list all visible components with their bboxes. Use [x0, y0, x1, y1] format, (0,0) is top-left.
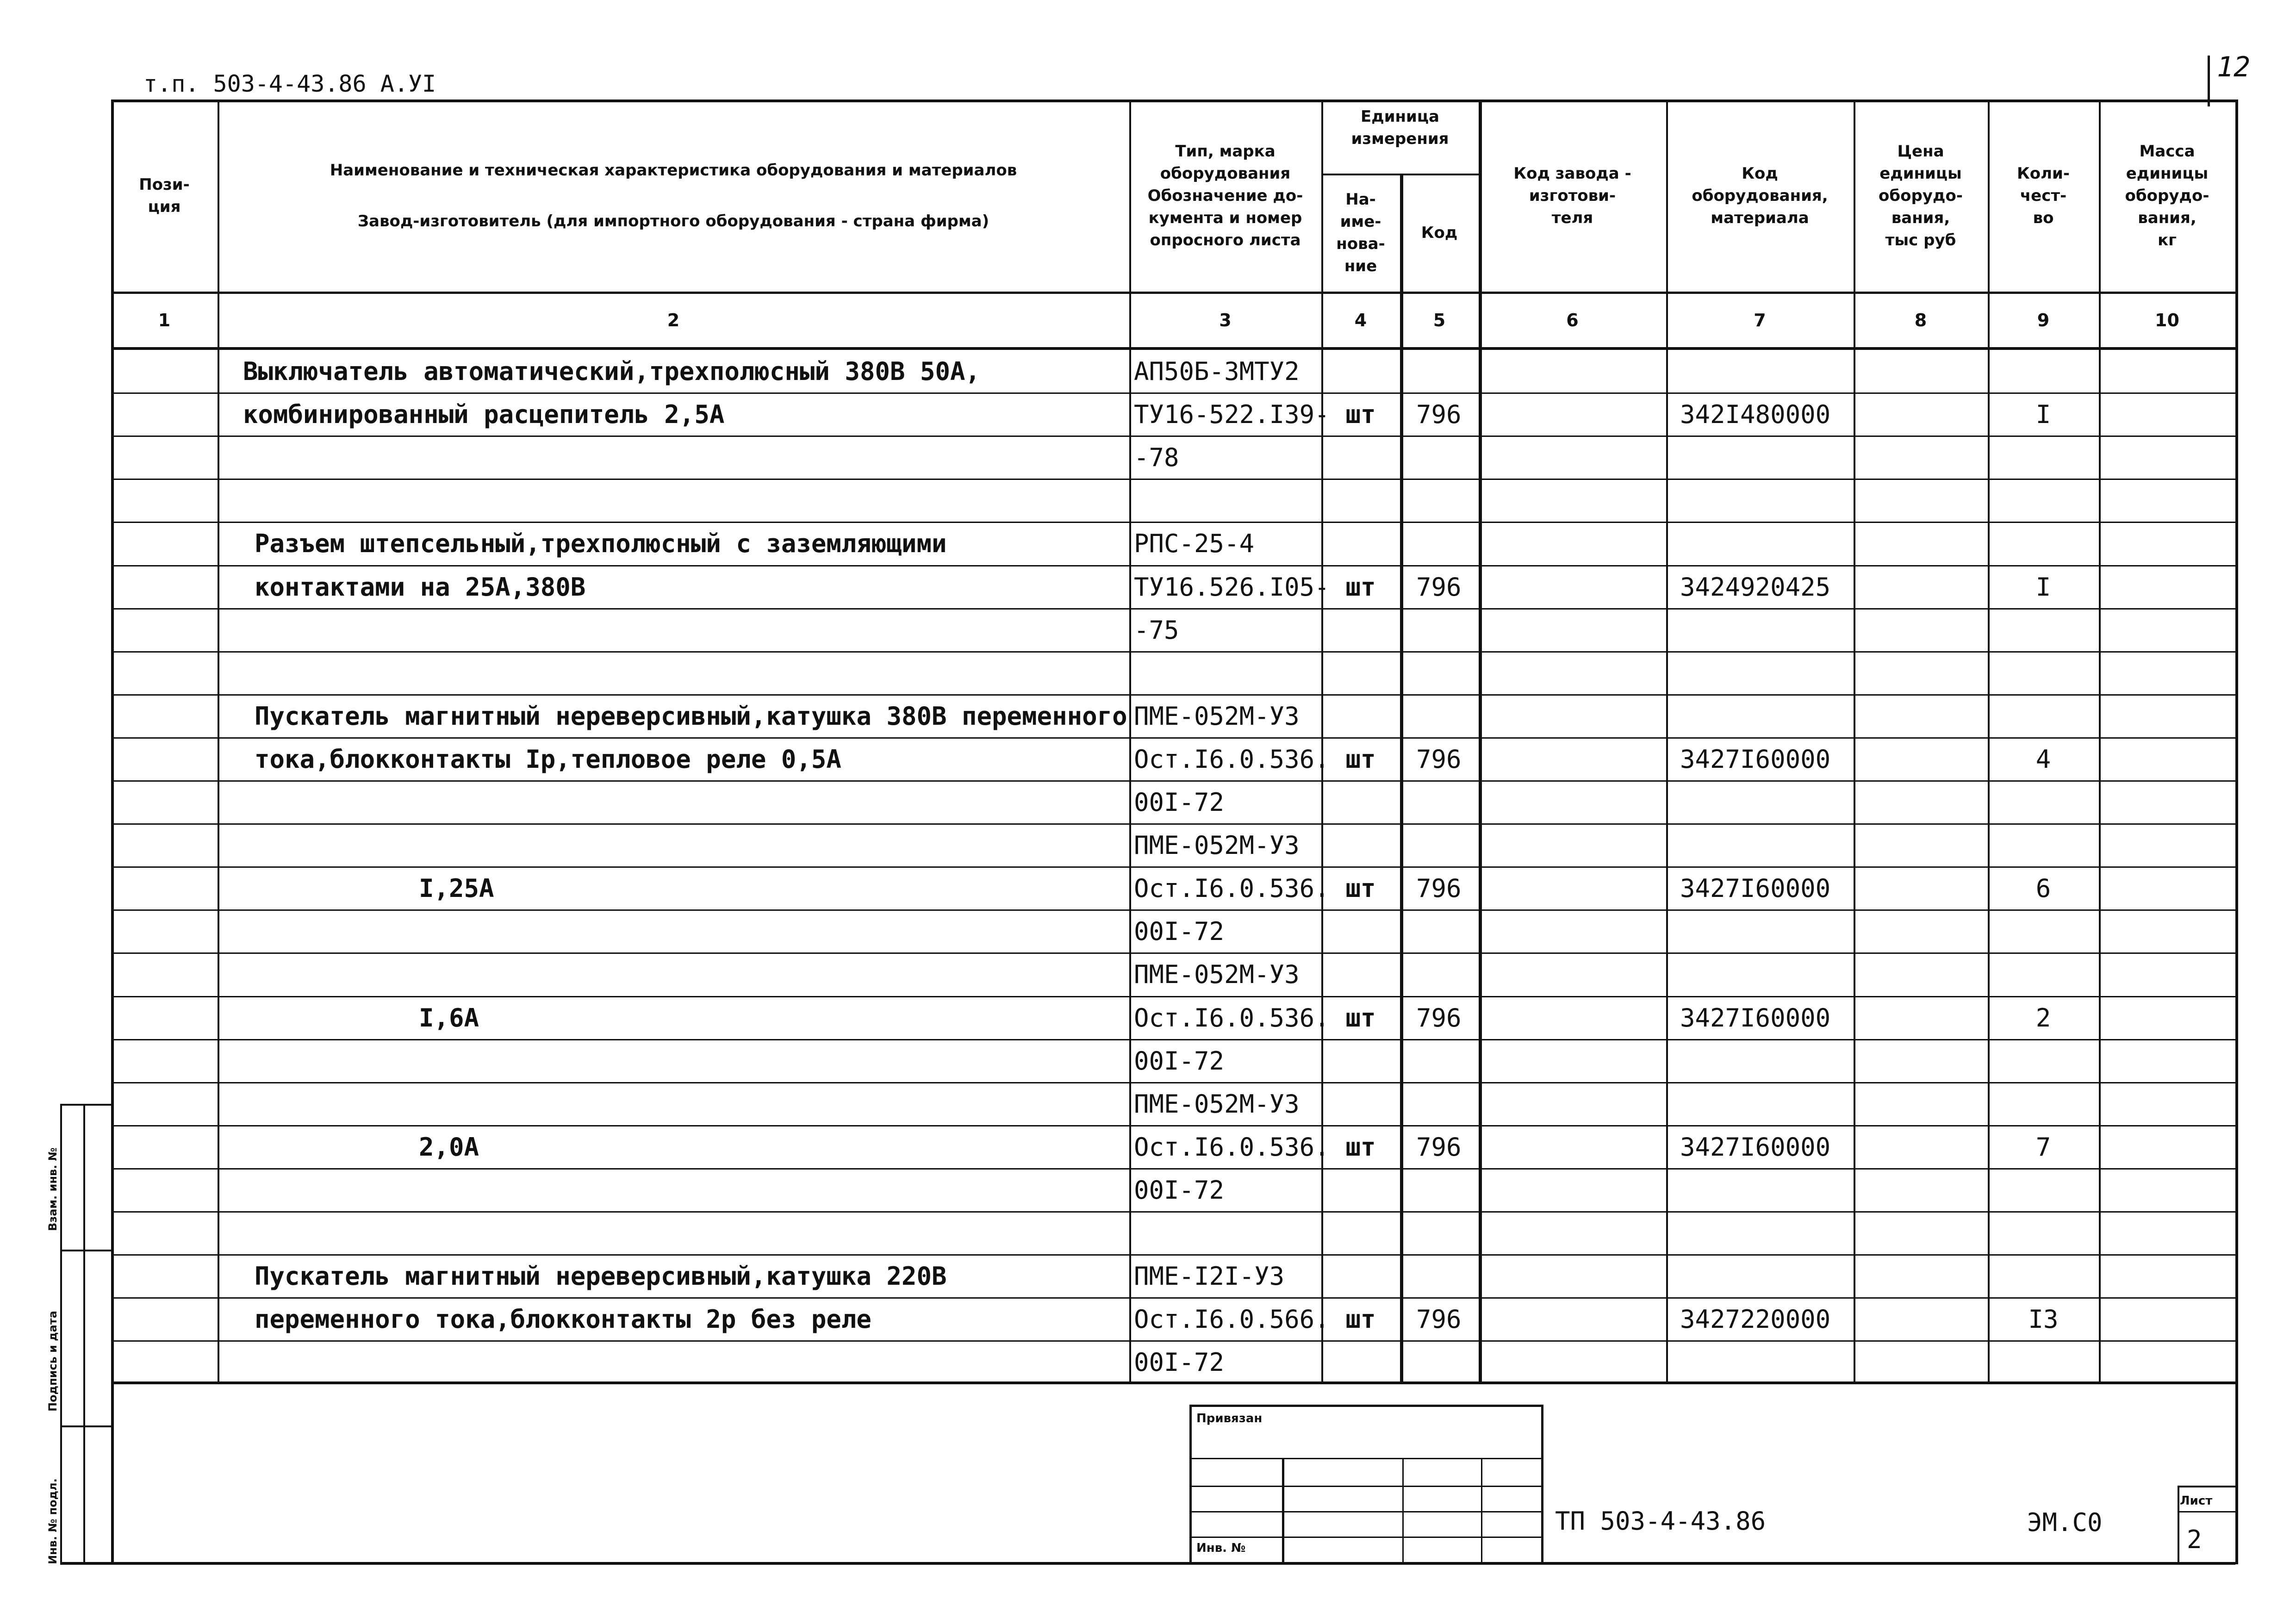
column-number-10: 10	[2155, 310, 2179, 330]
row-divider	[111, 694, 2235, 696]
stamp-rule	[83, 1104, 85, 1564]
column-divider	[1129, 100, 1131, 1381]
row-divider	[111, 651, 2235, 653]
row-description: I,25А	[419, 874, 494, 903]
stamp-inv-no: Инв. №	[1196, 1541, 1246, 1555]
stamp-rule	[1189, 1486, 1543, 1487]
row-type-doc: ПМЕ-052М-У3	[1134, 1089, 1300, 1119]
stamp-rule	[1189, 1511, 1543, 1512]
column-header-5: Код	[1421, 223, 1458, 242]
column-divider	[1854, 100, 1855, 1381]
row-unit-code: 796	[1416, 1003, 1462, 1033]
row-quantity: I	[2035, 572, 2051, 602]
column-number-6: 6	[1566, 310, 1579, 330]
column-header-1: Пози- ция	[139, 175, 190, 216]
margin-label-podpis: Подпись и дата	[46, 1311, 59, 1412]
table-left-border	[111, 100, 114, 1564]
column-header-4: На- име- нова- ние	[1336, 190, 1385, 275]
column-divider	[1479, 100, 1482, 1381]
row-unit-name: шт	[1345, 1003, 1376, 1033]
stamp-rule	[60, 1250, 111, 1251]
column-header-6: Код завода - изготови- теля	[1513, 164, 1631, 227]
column-header-9: Коли- чест- во	[2017, 164, 2070, 227]
row-type-doc: Ост.I6.0.536.	[1134, 874, 1330, 903]
row-unit-name: шт	[1345, 572, 1376, 602]
row-unit-name: шт	[1345, 1132, 1376, 1162]
row-type-doc: ПМЕ-052М-У3	[1134, 831, 1300, 860]
row-divider	[111, 608, 2235, 610]
stamp-rule	[1402, 1458, 1404, 1564]
row-equipment-code: 3427I60000	[1680, 874, 1831, 903]
row-divider	[111, 1082, 2235, 1083]
row-type-doc: РПС-25-4	[1134, 529, 1255, 559]
column-number-1: 1	[158, 310, 171, 330]
table-bottom-border	[111, 1381, 2235, 1384]
stamp-rule	[1189, 1537, 1543, 1538]
stamp-rule	[1541, 1405, 1543, 1564]
stamp-sheet-number: 2	[2187, 1525, 2202, 1554]
stamp-rule	[2178, 1486, 2235, 1487]
stamp-rule	[60, 1425, 111, 1427]
row-equipment-code: 3427I60000	[1680, 1003, 1831, 1033]
column-number-5: 5	[1433, 310, 1446, 330]
column-number-2: 2	[667, 310, 680, 330]
row-type-doc: 00I-72	[1134, 917, 1225, 946]
row-divider	[111, 823, 2235, 825]
column-divider	[2099, 100, 2101, 1381]
row-type-doc: ПМЕ-052М-У3	[1134, 701, 1300, 731]
stamp-rule	[1189, 1405, 1192, 1564]
row-divider	[111, 1340, 2235, 1342]
stamp-rule	[2178, 1486, 2179, 1564]
stamp-sheet-label: Лист	[2180, 1494, 2213, 1508]
row-divider	[111, 1297, 2235, 1299]
row-divider	[111, 1211, 2235, 1213]
row-equipment-code: 3427220000	[1680, 1305, 1831, 1334]
column-number-7: 7	[1754, 310, 1766, 330]
margin-label-inv-podl: Инв. № подл.	[46, 1478, 59, 1564]
row-divider	[111, 565, 2235, 566]
column-number-3: 3	[1219, 310, 1232, 330]
row-type-doc: Ост.I6.0.536.	[1134, 744, 1330, 774]
row-type-doc: Ост.I6.0.536.	[1134, 1132, 1330, 1162]
stamp-rule	[1189, 1405, 1543, 1407]
row-quantity: 4	[2035, 744, 2051, 774]
row-type-doc: Ост.I6.0.566.	[1134, 1305, 1330, 1334]
column-divider	[1666, 100, 1668, 1381]
row-unit-code: 796	[1416, 1132, 1462, 1162]
table-right-border	[2235, 100, 2238, 1564]
column-number-bottom-border	[111, 347, 2235, 350]
row-unit-name: шт	[1345, 744, 1376, 774]
row-quantity: 7	[2035, 1132, 2051, 1162]
stamp-rule	[2178, 1511, 2235, 1512]
row-type-doc: Ост.I6.0.536.	[1134, 1003, 1330, 1033]
row-quantity: 2	[2035, 1003, 2051, 1033]
stamp-rule	[1481, 1458, 1482, 1564]
row-description: тока,блокконтакты Iр,тепловое реле 0,5А	[255, 744, 841, 774]
row-type-doc: 00I-72	[1134, 1046, 1225, 1076]
margin-label-vzam: Взам. инв. №	[46, 1147, 59, 1231]
header-bottom-border	[111, 292, 2235, 294]
row-divider	[111, 909, 2235, 911]
row-description: Пускатель магнитный нереверсивный,катушка 220В	[255, 1262, 947, 1291]
column-header-8: Цена единицы оборудо- вания, тыс руб	[1879, 142, 1963, 249]
row-divider	[111, 392, 2235, 394]
stamp-mark: ЭМ.С0	[2027, 1508, 2103, 1537]
row-unit-name: шт	[1345, 874, 1376, 903]
row-unit-name: шт	[1345, 1305, 1376, 1334]
column-divider	[1988, 100, 1990, 1381]
sheet-bottom-border	[60, 1562, 2235, 1565]
row-quantity: I3	[2028, 1305, 2059, 1334]
row-equipment-code: 3424920425	[1680, 572, 1831, 602]
row-divider	[111, 996, 2235, 997]
row-divider	[111, 436, 2235, 437]
row-description: Разъем штепсельный,трехполюсный с заземляющими	[255, 529, 947, 559]
column-header-3: Тип, марка оборудования Обозначение до- кумента и номер опросного листа	[1147, 142, 1303, 249]
column-divider	[218, 100, 219, 1381]
row-unit-name: шт	[1345, 400, 1376, 429]
stamp-rule	[1189, 1458, 1543, 1459]
row-description: Выключатель автоматический,трехполюсный 380В 50А,	[243, 357, 981, 386]
row-divider	[111, 866, 2235, 868]
column-divider	[1321, 100, 1323, 1381]
sheet-mark-tick	[2208, 56, 2210, 106]
stamp-rule	[1282, 1458, 1284, 1564]
row-description: контактами на 25А,380В	[255, 572, 586, 602]
row-type-doc: 00I-72	[1134, 1348, 1225, 1377]
row-unit-code: 796	[1416, 874, 1462, 903]
row-description: 2,0А	[419, 1132, 479, 1162]
stamp-privyazan: Привязан	[1196, 1412, 1263, 1425]
stamp-rule	[60, 1104, 111, 1106]
row-type-doc: ПМЕ-052М-У3	[1134, 960, 1300, 989]
row-description: Пускатель магнитный нереверсивный,катушка 380В переменного	[255, 701, 1127, 731]
row-equipment-code: 342I480000	[1680, 400, 1831, 429]
stamp-doc-code: ТП 503-4-43.86	[1555, 1506, 1766, 1536]
row-description: переменного тока,блокконтакты 2р без реле	[255, 1305, 871, 1334]
row-description: I,6А	[419, 1003, 479, 1033]
row-type-doc: ТУ16-522.I39-	[1134, 400, 1330, 429]
row-divider	[111, 1254, 2235, 1256]
row-type-doc: ПМЕ-I2I-У3	[1134, 1262, 1285, 1291]
row-type-doc: ТУ16.526.I05-	[1134, 572, 1330, 602]
row-type-doc: -78	[1134, 443, 1179, 473]
unit-group-header: Единица измерения	[1351, 107, 1449, 148]
column-number-4: 4	[1354, 310, 1367, 330]
row-divider	[111, 1125, 2235, 1126]
row-divider	[111, 522, 2235, 523]
row-quantity: I	[2035, 400, 2051, 429]
column-number-8: 8	[1914, 310, 1927, 330]
row-divider	[111, 1039, 2235, 1040]
row-unit-code: 796	[1416, 1305, 1462, 1334]
column-number-9: 9	[2037, 310, 2050, 330]
row-equipment-code: 3427I60000	[1680, 1132, 1831, 1162]
row-divider	[111, 479, 2235, 480]
row-unit-code: 796	[1416, 400, 1462, 429]
column-divider	[1400, 174, 1403, 1381]
column-header-7: Код оборудования, материала	[1692, 164, 1828, 227]
row-divider	[111, 952, 2235, 954]
row-type-doc: 00I-72	[1134, 788, 1225, 817]
row-type-doc: АП50Б-3МТУ2	[1134, 357, 1300, 386]
row-divider	[111, 1168, 2235, 1170]
column-header-10: Масса единицы оборудо- вания, кг	[2125, 142, 2209, 249]
row-type-doc: 00I-72	[1134, 1175, 1225, 1205]
document-reference: т.п. 503-4-43.86 А.УI	[143, 70, 436, 97]
row-description: комбинированный расцепитель 2,5А	[243, 400, 725, 429]
row-quantity: 6	[2035, 874, 2051, 903]
row-unit-code: 796	[1416, 572, 1462, 602]
row-divider	[111, 780, 2235, 782]
sheet-mark: 12	[2217, 51, 2251, 83]
stamp-rule	[60, 1104, 62, 1564]
row-type-doc: -75	[1134, 615, 1179, 645]
row-equipment-code: 3427I60000	[1680, 744, 1831, 774]
row-unit-code: 796	[1416, 744, 1462, 774]
row-divider	[111, 737, 2235, 739]
column-header-2: Наименование и техническая характеристика оборудования и материалов Завод-изготовитель (для импортного оборудования - страна фирма)	[330, 161, 1017, 230]
